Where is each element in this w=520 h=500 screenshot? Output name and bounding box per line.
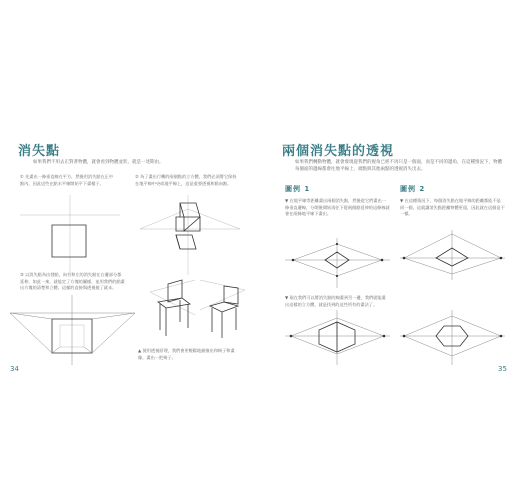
figure-2-diagram-top (400, 230, 505, 280)
figure-1-label: 圖例 1 (285, 185, 311, 193)
chair-figure-right (200, 280, 245, 340)
step-3-figure (10, 295, 135, 365)
step-1-text: ① 先畫出一條垂直線在平方，然後用消失點在正中點內，因此這些在點水平線開始平下畫樣子。 (20, 174, 114, 186)
left-page-intro: 如果我們不用去正對著物體，就會看到物體並狀，就是一述期由。 (33, 160, 164, 165)
figure-1-diagram-top (285, 238, 390, 288)
step-1-figure (20, 195, 120, 275)
right-page (260, 0, 520, 500)
right-page-intro: 如果我們轉動物體，就會發現從我們的視角已經不再只是一個面，而是不同的邊角，在這種情況下，物體每個面的邊線都會往地平線上，端點與其他兩點的透視消失出去。 (295, 160, 502, 172)
step-3-text: ③ 以消失點為出發點，向右和左的消失點在右邊部分都延伸，如此一來，就能定了方塊的圖樣，並用我們的點畫出方塊的清楚和立體。這樣的直接與透視使了就未。 (20, 272, 125, 290)
right-page-title: 兩個消失點的透視 (282, 144, 395, 159)
step-2-text: ② 為了畫出行轉的兩個點的立方體，我們必須將它保持在地平線中央或地平線上，這是重要透視和點向點。 (135, 174, 237, 186)
figure-1-note-2: ▼ 現在我們可以將消失點的線畫到另一邊，我們就能畫出這樣的立方體，就是找到的這些所有的畫法了。 (285, 295, 386, 307)
figure-1-note-1: ▼ 在地平線等距離畫出兩個消失點，然後從它們畫出一條垂直邊線，分開後開始再往下從兩個點延伸的這條線就會在兩條地平線下畫出。 (285, 198, 390, 216)
page-number-left: 34 (10, 365, 19, 373)
figure-2-note-1: ▼ 在這種情況下，每個消失點在地平線的距離都能不是同一個，這就讓消失點距離物體更遠，因此就在這個是不一樣。 (400, 198, 505, 216)
figure-2-diagram-bottom (400, 310, 505, 365)
figure-2-label: 圖例 2 (400, 185, 426, 193)
chair-figure-left (150, 280, 195, 340)
figure-1-diagram-bottom (285, 310, 390, 365)
step-2-figure (140, 195, 240, 275)
left-page-title: 消失點 (18, 144, 61, 159)
step-4-caption: ▲ 使用透視原理，我們會更輕鬆地描繪出和椅子和畫像，畫出一把椅子。 (138, 348, 235, 360)
page-number-right: 35 (498, 365, 507, 373)
